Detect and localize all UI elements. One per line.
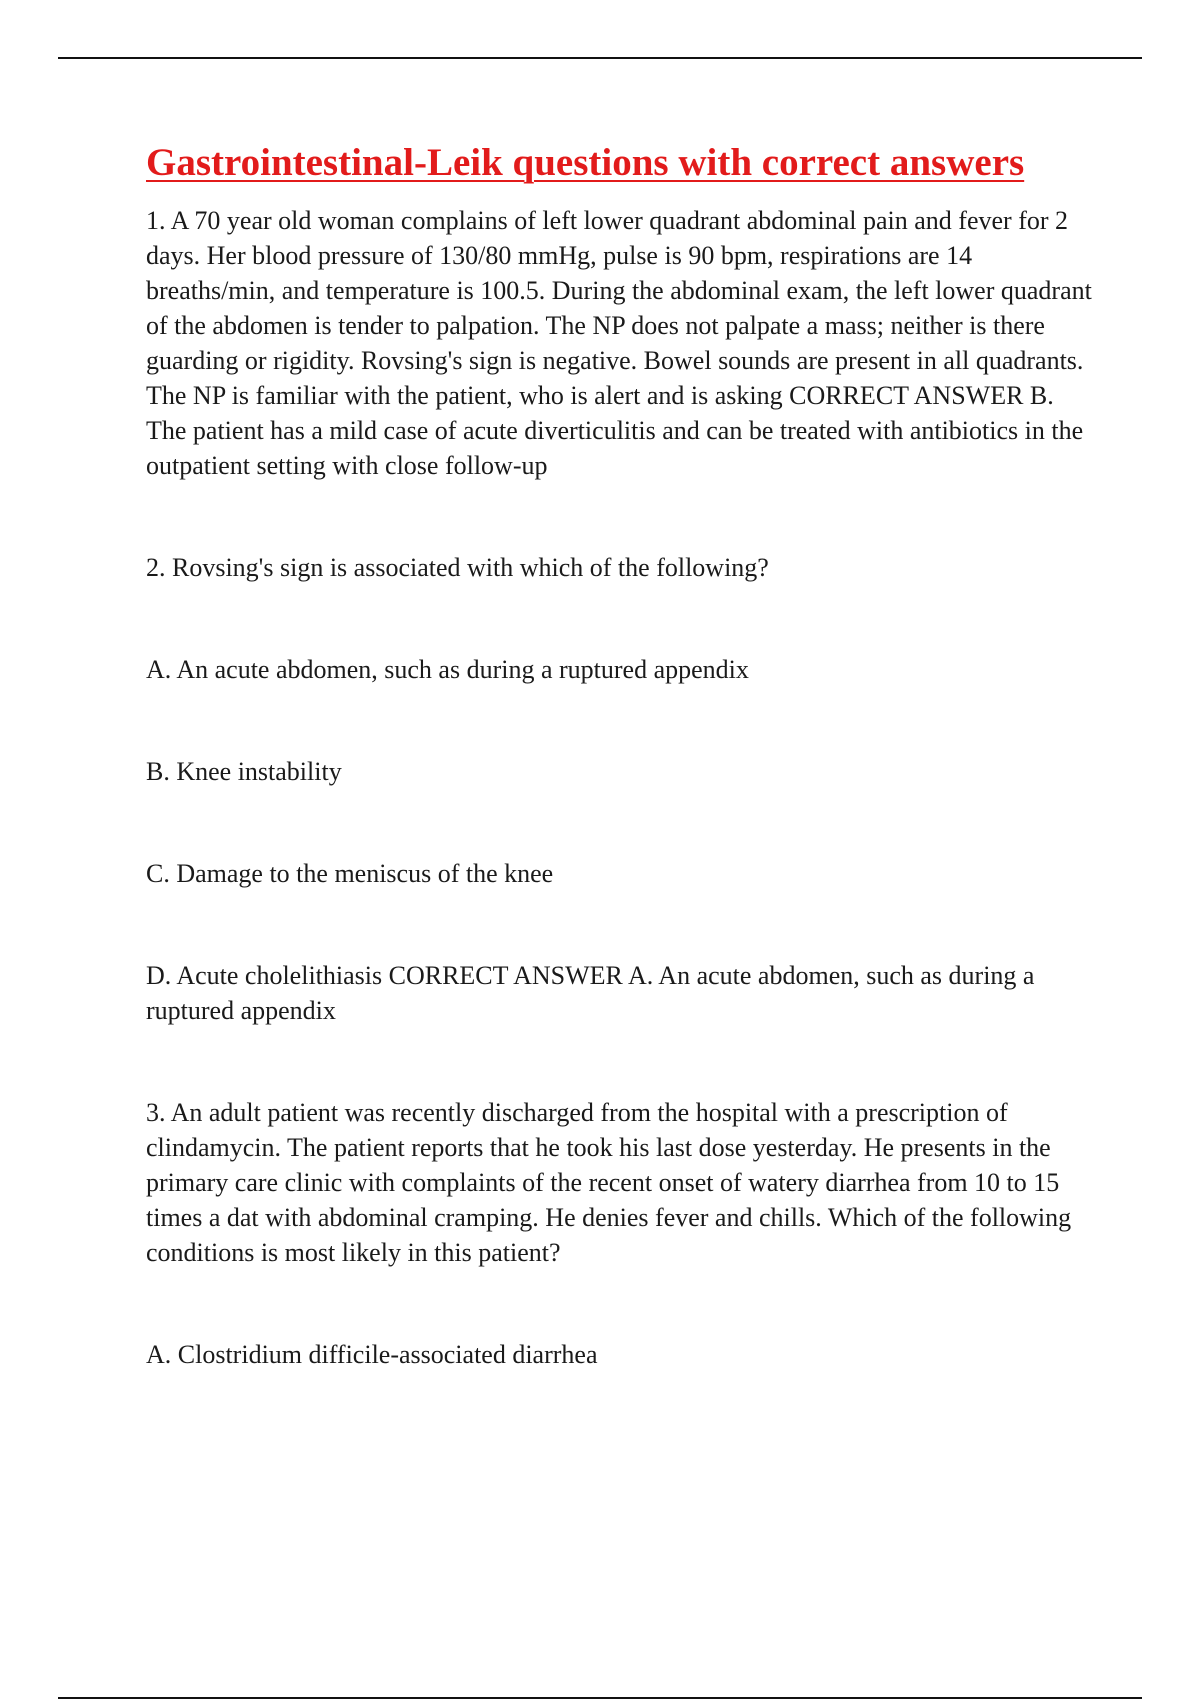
question-2-stem: 2. Rovsing's sign is associated with which of the following? (146, 552, 769, 582)
question-2-option-c: C. Damage to the meniscus of the knee (146, 858, 554, 888)
footer-rule (58, 1697, 1142, 1699)
question-3-stem: 3. An adult patient was recently discharged from the hospital with a prescription of clindamycin. The patient reports that he took his last dose yesterday. He presents in the primary care clinic with complaints of the recent onset of watery diarrhea from 10 to 15 times a dat with abdominal cramping. He denies fever and chills. Which of the following conditions is most likely in this patient? (146, 1097, 1072, 1267)
header-rule (58, 57, 1142, 59)
question-2-option-b: B. Knee instability (146, 756, 342, 786)
question-2-option-a: A. An acute abdomen, such as during a ruptured appendix (146, 654, 749, 684)
document-title: Gastrointestinal-Leik questions with correct answers (146, 141, 1025, 184)
question-3-option-a: A. Clostridium difficile-associated diarrhea (146, 1339, 598, 1369)
document-body (146, 140, 1096, 1372)
question-1-paragraph: 1. A 70 year old woman complains of left lower quadrant abdominal pain and fever for 2 days. Her blood pressure of 130/80 mmHg, pulse is 90 bpm, respirations are 14 breaths/min, and temperature is 100.5. During the abdominal exam, the left lower quadrant of the abdomen is tender to palpation. The NP does not palpate a mass; neither is there guarding or rigidity. Rovsing's sign is negative. Bowel sounds are present in all quadrants. The NP is familiar with the patient, who is alert and is asking CORRECT ANSWER B. The patient has a mild case of acute diverticulitis and can be treated with antibiotics in the outpatient setting with close follow-up (146, 205, 1092, 480)
question-2-option-d-answer: D. Acute cholelithiasis CORRECT ANSWER A. An acute abdomen, such as during a ruptured appendix (146, 960, 1035, 1025)
